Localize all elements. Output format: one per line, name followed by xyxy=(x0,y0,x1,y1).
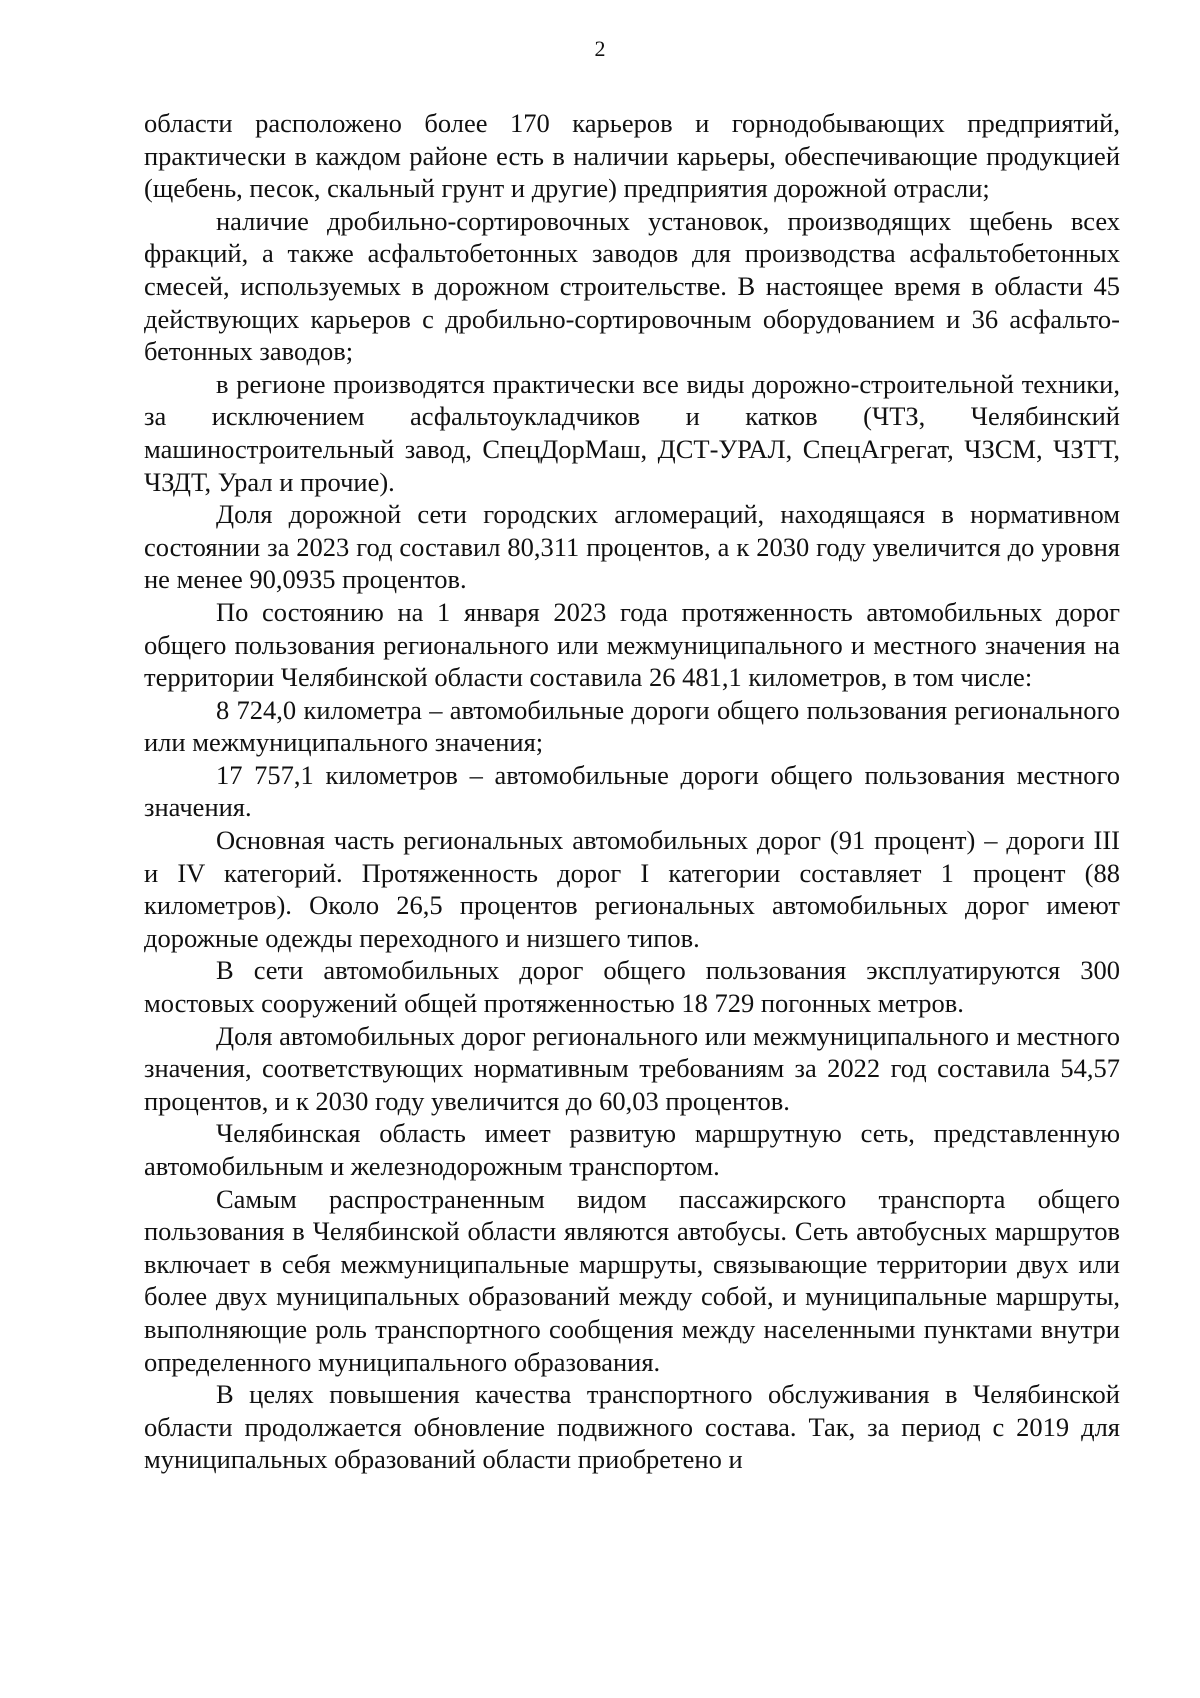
paragraph-fleet-renewal: В целях повышения качества транспортного обслуживания в Челябинской области продолжается обновление подвижного состава. Так, за период с 2019 для муниципальных образований области приобретено и xyxy=(144,1379,1120,1475)
paragraph-crushing-plants: наличие дробильно-сортировочных установок, производящих щебень всех фракций, а также асфальтобетонных заводов для производства асфальтобетонных смесей, используемых в дорожном строительстве. В настоящее время в области 45 действующих карьеров с дробильно-сортировочным оборудованием и 36 асфальто-бетонных заводов; xyxy=(144,205,1120,367)
paragraph-bridges: В сети автомобильных дорог общего пользования эксплуатируются 300 мостовых сооружений общей протяженностью 18 729 погонных метров. xyxy=(144,955,1120,1019)
paragraph-road-categories: Основная часть региональных автомобильных дорог (91 процент) – дороги III и IV категорий. Протяженность дорог I категории составляет 1 процент (88 километров). Около 26,5 процентов региональных автомобильных дорог имеют дорожные одежды переходного и низшего типов. xyxy=(144,825,1120,953)
document-body xyxy=(144,107,1120,1476)
paragraph-local-roads: 17 757,1 километров – автомобильные дороги общего пользования местного значения. xyxy=(144,759,1120,823)
paragraph-route-network: Челябинская область имеет развитую маршрутную сеть, представленную автомобильным и железнодорожным транспортом. xyxy=(144,1118,1120,1181)
paragraph-road-length: По состоянию на 1 января 2023 года протяженность автомобильных дорог общего пользования регионального или межмуниципального и местного значения на территории Челябинской области составила 26 481,1 километров, в том числе: xyxy=(144,596,1120,693)
paragraph-bus-routes: Самым распространенным видом пассажирского транспорта общего пользования в Челябинской области являются автобусы. Сеть автобусных маршрутов включает в себя межмуниципальные маршруты, связывающие территории двух или более двух муниципальных образований между собой, и муниципальные маршруты, выполняющие роль транспортного сообщения между населенными пунктами внутри определенного муниципального образования. xyxy=(144,1183,1120,1377)
page-number: 2 xyxy=(594,36,606,61)
paragraph-normative-share: Доля автомобильных дорог регионального или межмуниципального и местного значения, соответствующих нормативным требованиям за 2022 год составила 54,57 процентов, и к 2030 году увеличится до 60,03 процентов. xyxy=(144,1020,1120,1116)
paragraph-quarries: области расположено более 170 карьеров и горнодобывающих предприятий, практически в каждом районе есть в наличии карьеры, обеспечивающие продукцией (щебень, песок, скальный грунт и другие) предприятия дорожной отрасли; xyxy=(144,108,1120,204)
paragraph-regional-roads: 8 724,0 километра – автомобильные дороги общего пользования регионального или межмуниципального значения; xyxy=(144,694,1120,758)
paragraph-road-machinery: в регионе производятся практически все виды дорожно-строительной техники, за исключением асфальтоукладчиков и катков (ЧТЗ, Челябинский машиностроительный завод, СпецДорМаш, ДСТ-УРАЛ, СпецАгрегат, ЧЗСМ, ЧЗТТ, ЧЗДТ, Урал и прочие). xyxy=(144,368,1120,497)
paragraph-agglomeration-share: Доля дорожной сети городских агломераций, находящаяся в нормативном состоянии за 2023 год составил 80,311 процентов, а к 2030 году увеличится до уровня не менее 90,0935 процентов. xyxy=(144,499,1120,595)
